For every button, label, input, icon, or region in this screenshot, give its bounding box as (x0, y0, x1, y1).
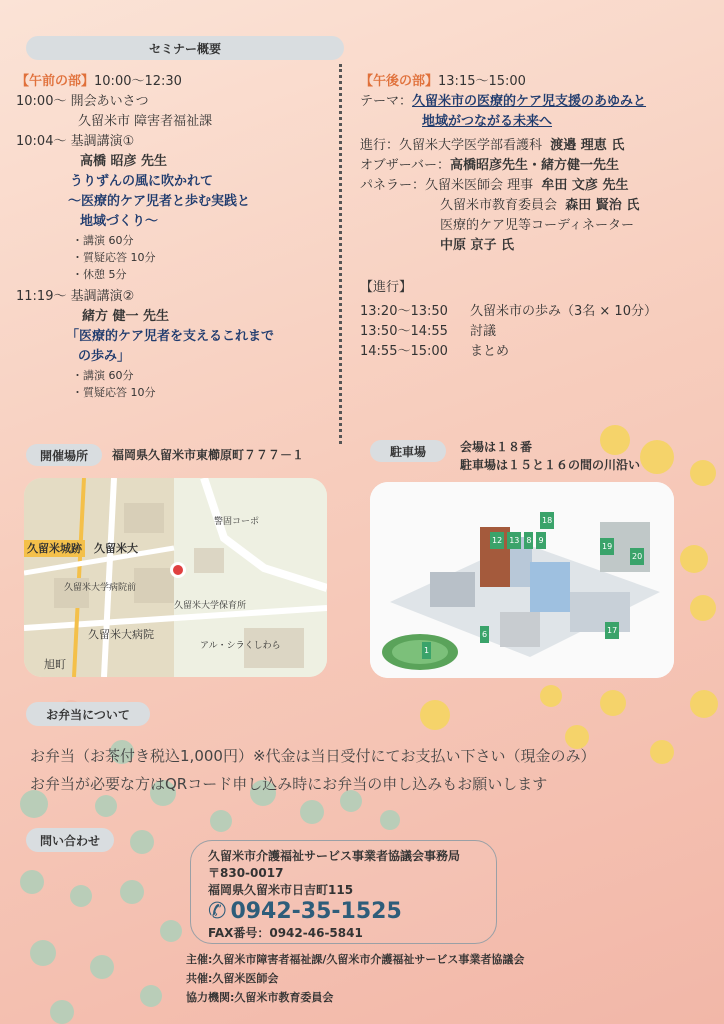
progress-title: 【進行】 (360, 280, 413, 295)
keynote1-speaker: 高橋 昭彦 先生 (80, 154, 168, 169)
parking-line2: 駐車場は１５と１６の間の川沿い (460, 458, 641, 472)
keynote1-detail1: ・講演 60分 (72, 234, 134, 247)
panel-org3: 医療的ケア児等コーディネーター (440, 218, 634, 233)
marker-17: 17 (605, 622, 619, 639)
map-label-corpo: 警固コーポ (214, 517, 260, 527)
theme-label: テーマ： (360, 94, 413, 109)
footer-co-organizer: 共催:久留米医師会 (186, 972, 279, 985)
bento-line1: お弁当（お茶付き税込1,000円）※代金は当日受付にてお支払い下さい（現金のみ） (30, 747, 596, 765)
marker-12: 12 (490, 532, 504, 549)
schedule-row: 13:20～13:50 久留米市の歩み（3名 × 10分） (360, 304, 657, 319)
keynote1-detail3: ・休憩 5分 (72, 268, 127, 281)
opening-org: 久留米市 障害者福祉課 (78, 114, 213, 129)
afternoon-section (360, 72, 716, 362)
footer-organizer: 主催:久留米市障害者福祉課/久留米市介護福祉サービス事業者協議会 (186, 953, 525, 966)
panel-name3: 中原 京子 氏 (440, 238, 515, 253)
section-divider (339, 64, 342, 444)
map-label-station: 久留米大学病院前 (64, 583, 137, 593)
map-pin-icon (170, 562, 186, 578)
opening-line: 10:00～ 開会あいさつ (16, 94, 149, 109)
seminar-overview-label: セミナー概要 (26, 36, 344, 60)
keynote1-title3: 地域づくり～ (80, 214, 159, 229)
contact-postal: 〒830-0017 (208, 866, 284, 880)
footer (186, 950, 524, 1007)
venue-map[interactable] (24, 478, 327, 677)
theme-line2: 地域がつながる未来へ (422, 114, 553, 129)
campus-number-markers (490, 532, 560, 549)
parking-info (460, 438, 640, 474)
keynote1-title1: うりずんの風に吹かれて (70, 174, 214, 189)
observer-label: オブザーバー： (360, 158, 450, 173)
marker-9: 9 (536, 532, 545, 549)
keynote1-time: 10:04～ 基調講演① (16, 134, 135, 149)
map-label-castle: 久留米城跡 (24, 540, 85, 557)
contact-phone: 0942-35-1525 (230, 899, 402, 924)
bento-line2: お弁当が必要な方はQRコード申し込み時にお弁当の申し込みもお願いします (30, 775, 548, 793)
schedule-row: 14:55～15:00 まとめ (360, 344, 510, 359)
morning-tag: 【午前の部】 (16, 74, 95, 89)
afternoon-time: 13:15～15:00 (438, 74, 526, 89)
contact-address: 福岡県久留米市日吉町115 (208, 883, 354, 897)
keynote1-title2: ～医療的ケア児者と歩む実践と (68, 194, 251, 209)
morning-time: 10:00～12:30 (94, 74, 182, 89)
moderator-label: 進行：久留米大学医学部看護科 (360, 138, 543, 153)
contact-phone-row[interactable] (208, 899, 460, 925)
marker-19: 19 (600, 538, 614, 555)
marker-8: 8 (524, 532, 533, 549)
afternoon-tag: 【午後の部】 (360, 74, 439, 89)
venue-address: 福岡県久留米市東櫛原町７７７－１ (112, 448, 305, 462)
parking-line1: 会場は１８番 (460, 440, 533, 454)
moderator-name: 渡邉 理恵 氏 (550, 138, 625, 153)
marker-20: 20 (630, 548, 644, 565)
marker-13: 13 (507, 532, 521, 549)
map-label-univ: 久留米大 (94, 542, 138, 555)
footer-cooperation: 協力機関:久留米市教育委員会 (186, 991, 334, 1004)
map-label-aru: アル・シラくしわら (200, 641, 281, 651)
marker-1: 1 (422, 642, 431, 659)
contact-fax: FAX番号：0942-46-5841 (208, 926, 363, 940)
panel-name1: 牟田 文彦 先生 (541, 178, 629, 193)
bento-label: お弁当について (26, 702, 150, 726)
map-label-hospital: 久留米大病院 (88, 628, 154, 641)
panel-name2: 森田 賢治 氏 (565, 198, 640, 213)
morning-section (16, 72, 336, 401)
bento-text (30, 742, 596, 798)
marker-18: 18 (540, 512, 554, 529)
campus-map[interactable] (370, 482, 674, 678)
contact-label: 問い合わせ (26, 828, 114, 852)
parking-label: 駐車場 (370, 440, 446, 462)
phone-icon: ✆ (208, 899, 227, 924)
theme-line1: 久留米市の医療的ケア児支援のあゆみと (412, 94, 647, 109)
observer-names: 高橋昭彦先生・緒方健一先生 (449, 158, 619, 173)
map-label-asahimachi: 旭町 (44, 658, 66, 671)
keynote2-speaker: 緒方 健一 先生 (82, 309, 170, 324)
contact-org: 久留米市介護福祉サービス事業者協議会事務局 (208, 849, 461, 863)
venue-label: 開催場所 (26, 444, 102, 466)
keynote2-detail1: ・講演 60分 (72, 369, 134, 382)
keynote2-detail2: ・質疑応答 10分 (72, 386, 156, 399)
campus-graphic (370, 482, 674, 678)
keynote2-title1: 「医療的ケア児者を支えるこれまで (66, 329, 275, 344)
keynote2-title2: の歩み」 (78, 349, 131, 364)
keynote2-time: 11:19～ 基調講演② (16, 289, 135, 304)
panel-label: パネラー：久留米医師会 理事 (360, 178, 534, 193)
map-label-nursery: 久留米大学保育所 (174, 601, 247, 611)
marker-6: 6 (480, 626, 489, 643)
contact-details (208, 848, 460, 942)
panel-org2: 久留米市教育委員会 (440, 198, 558, 213)
schedule-row: 13:50～14:55 討議 (360, 324, 497, 339)
keynote1-detail2: ・質疑応答 10分 (72, 251, 156, 264)
